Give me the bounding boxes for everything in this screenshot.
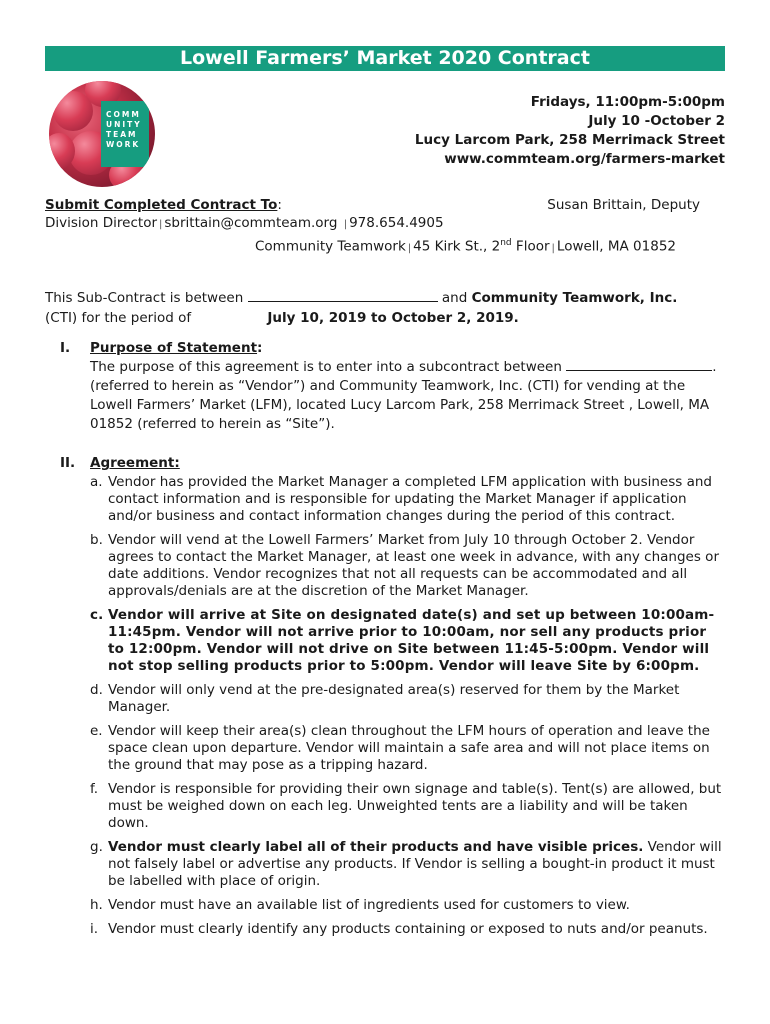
submit-to-block [45,196,705,258]
list-item [90,921,725,938]
item-letter: b. [90,532,103,548]
floor-superscript: nd [500,238,512,248]
market-website[interactable]: www.commteam.org/farmers-market [444,151,725,167]
contract-parties [45,288,725,328]
market-dates: July 10 -October 2 [588,113,725,129]
list-item [90,723,725,774]
community-teamwork-logo [49,81,155,187]
item-text: Vendor must have an available list of ingredients used for customers to view. [108,897,630,913]
contact-phone: 978.654.4905 [349,215,444,231]
separator: | [159,219,163,230]
item-text: Vendor will keep their area(s) clean throughout the LFM hours of operation and leave the space clean upon departure. Vendor will maintain a safe area and will not place items on the ground that may pose as a tripping hazard. [108,723,710,773]
item-text-bold: Vendor must clearly label all of their products and have visible prices. [108,839,644,855]
list-item [90,607,725,675]
contract-intro: This Sub-Contract is between [45,290,244,306]
list-item [90,839,725,890]
separator: | [551,242,555,254]
submit-heading: Submit Completed Contract To [45,197,278,213]
logo-wordmark: COMM UNITY TEAM WORK [101,101,149,167]
purpose-text: The purpose of this agreement is to enter into a subcontract between [90,359,562,375]
item-text: Vendor will only vend at the pre-designated area(s) reserved for them by the Market Manager. [108,682,680,715]
contract-period: July 10, 2019 to October 2, 2019. [267,310,519,326]
market-location: Lucy Larcom Park, 258 Merrimack Street [414,132,725,148]
list-item [90,781,725,832]
document-title: Lowell Farmers’ Market 2020 Contract [45,46,725,71]
contract-cti-period: (CTI) for the period of [45,310,192,326]
item-letter: d. [90,682,103,698]
item-text-bold: Vendor will arrive at Site on designated date(s) and set up between 10:00am-11:45pm. Vendor will not arrive prior to 10:00am, nor sell any products prior to 12:00pm. Vendor will not drive on Site between 11:45-5:00pm. Vendor will not stop selling products prior to 5:00pm. Vendor will leave Site by 6:00pm. [108,607,715,674]
vendor-name-blank[interactable] [248,289,438,302]
contact-city: Lowell, MA 01852 [556,238,677,255]
market-info [415,93,725,169]
item-text: Vendor must clearly identify any products containing or exposed to nuts and/or peanuts. [108,921,708,937]
item-text: Vendor has provided the Market Manager a completed LFM application with business and contact information and is responsible for updating the Market Manager if application and/or business and contact information changes during the period of this contract. [108,474,712,524]
item-letter: h. [90,897,103,913]
item-letter: g. [90,839,103,855]
contact-floor: Floor [511,238,550,255]
item-text: Vendor will vend at the Lowell Farmers’ Market from July 10 through October 2. Vendor agrees to contact the Market Manager, at least one week in advance, with any changes or date additions. Vendor recognizes that not all requests can be accommodated and all approvals/denials are at the discretion of the Market Manager. [108,532,719,599]
item-text: Vendor is responsible for providing their own signage and table(s). Tent(s) are allowed, but must be weighed down on each leg. Unweighted tents are a liability and will be taken down. [108,781,722,831]
contract-and: and [441,290,468,306]
market-days: Fridays, 11:00pm-5:00pm [530,94,725,110]
item-letter: e. [90,723,103,739]
contact-name: Susan Brittain, Deputy [547,197,700,213]
section-number: II. [60,455,76,471]
list-item [90,682,725,716]
contact-role: Division Director [45,215,158,231]
agreement-list [90,474,725,938]
contact-street: 45 Kirk St., 2 [413,238,501,255]
purpose-text-continued: (referred to herein as “Vendor”) and Community Teamwork, Inc. (CTI) for vending at the Lowell Farmers’ Market (LFM), located Lucy Larcom Park, 258 Merrimack Street , Lowell, MA 01852 (referred to herein as “Site”). [90,378,710,432]
section-heading: Purpose of Statement [90,340,258,356]
item-letter: c. [90,607,104,623]
list-item [90,897,725,914]
contact-email[interactable]: sbrittain@commteam.org [164,215,338,231]
section-purpose: I. Purpose of Statement: The purpose of this agreement is to enter into a subcontract between . (referred to herein as “Vendor”) and Community Teamwork, Inc. (CTI) for vending at the Lowell Farmers’ Market (LFM), located Lucy Larcom Park, 258 Merrimack Street , Lowell, MA 01852 (referred to herein as “Site”). [60,339,725,434]
item-letter: f. [90,781,99,797]
list-item [90,532,725,600]
section-agreement [60,454,725,945]
section-number: I. [60,340,71,356]
item-text: Vendor will not falsely label or advertise any products. If Vendor is selling a bought-in product it must be labelled with place of origin. [108,839,722,889]
separator: | [407,242,412,254]
list-item [90,474,725,525]
item-letter: a. [90,474,103,490]
contract-party: Community Teamwork, Inc. [471,290,678,306]
section-heading-colon: : [257,340,263,356]
separator: | [343,219,348,230]
contact-org: Community Teamwork [255,238,406,255]
section-heading: Agreement: [90,455,180,471]
submit-heading-colon: : [277,197,282,213]
subcontract-party-blank[interactable] [566,358,712,371]
item-letter: i. [90,921,99,937]
